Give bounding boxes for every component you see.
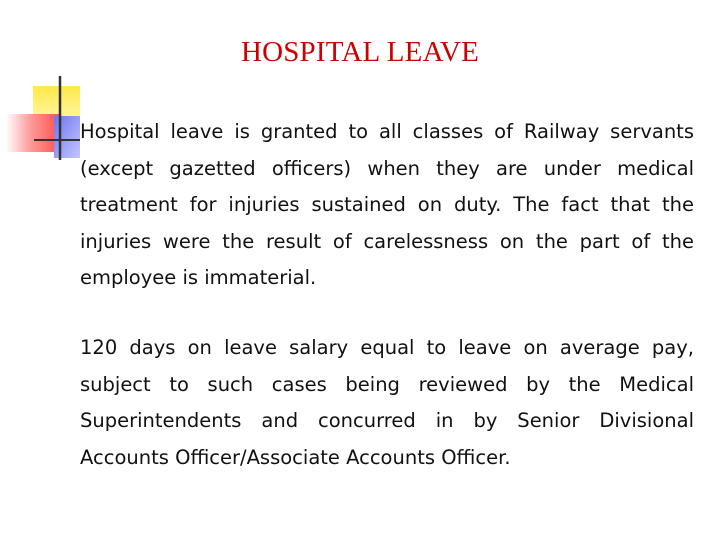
- deco-red-square: [6, 114, 60, 152]
- deco-blue-square: [54, 116, 80, 158]
- paragraph-hospital-leave-rule: Hospital leave is granted to all classes of Railway servants (except gazetted officers) when they are under medical treatment for injuries sustained on duty. The fact that the injuries were the result of carelessness on the part of the employee is immaterial.: [80, 120, 694, 289]
- slide-title: HOSPITAL LEAVE: [240, 36, 480, 68]
- paragraph-leave-salary: 120 days on leave salary equal to leave on average pay, subject to such cases being reviewed by the Medical Superintendents and concurred in by Senior Divisional Accounts Officer/Associate Accounts Officer.: [80, 336, 694, 469]
- decorative-squares-icon: [0, 0, 80, 170]
